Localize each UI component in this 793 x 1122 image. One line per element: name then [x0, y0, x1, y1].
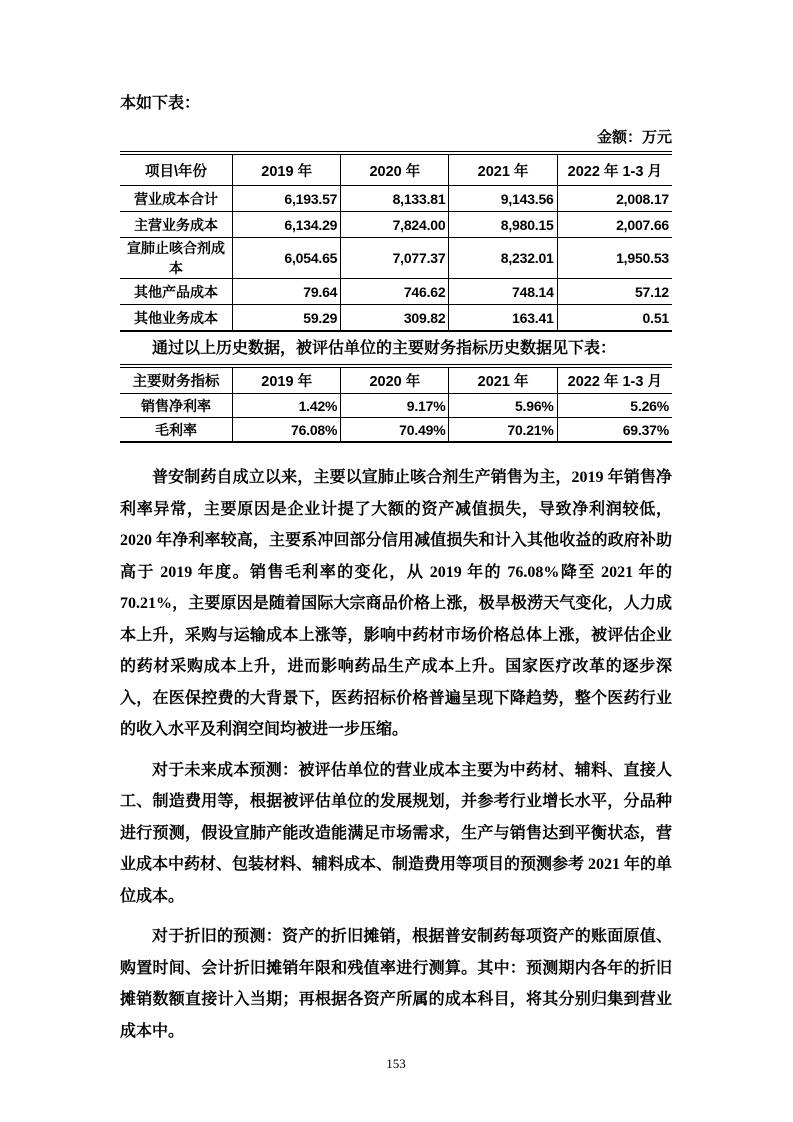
- row-label: 销售净利率: [120, 394, 233, 418]
- cell-value: 59.29: [233, 305, 341, 332]
- table-row: [120, 394, 672, 418]
- cell-value: 7,077.37: [341, 238, 449, 279]
- cell-value: 8,980.15: [449, 212, 557, 238]
- paragraph: 对于未来成本预测：被评估单位的营业成本主要为中药材、辅料、直接人工、制造费用等，根据被评估单位的发展规划，并参考行业增长水平，分品种进行预测，假设宣肺产能改造能满足市场需求，生产与销售达到平衡状态，营业成本中药材、包装材料、辅料成本、制造费用等项目的预测参考 2021 年的单位成本。: [120, 761, 673, 905]
- intro-text: 本如下表：: [120, 95, 201, 112]
- cell-value: 8,133.81: [341, 186, 449, 212]
- row-label: 其他业务成本: [120, 305, 233, 332]
- cell-value: 6,054.65: [233, 238, 341, 279]
- row-label: 主营业务成本: [120, 212, 233, 238]
- table-row: [120, 279, 672, 305]
- table-row: [120, 212, 672, 238]
- indicator-table-header-cell: 主要财务指标: [120, 366, 233, 394]
- cell-value: 8,232.01: [449, 238, 557, 279]
- indicator-table-header-cell: 2020 年: [341, 366, 449, 394]
- cell-value: 5.96%: [449, 394, 557, 418]
- cell-value: 163.41: [449, 305, 557, 332]
- cell-value: 79.64: [233, 279, 341, 305]
- table-row: [120, 238, 672, 279]
- row-label: 其他产品成本: [120, 279, 233, 305]
- indicator-table: [120, 364, 672, 443]
- row-label: 宣肺止咳合剂成本: [120, 238, 233, 279]
- table-row: [120, 418, 672, 443]
- cell-value: 2,008.17: [557, 186, 672, 212]
- amount-unit-note: 金额：万元: [596, 130, 672, 146]
- page-number: 153: [386, 1056, 406, 1071]
- cell-value: 70.49%: [341, 418, 449, 443]
- row-label: 营业成本合计: [120, 186, 233, 212]
- cell-value: 2,007.66: [557, 212, 672, 238]
- indicator-table-header-row: [120, 366, 672, 394]
- cost-table-header-row: [120, 153, 672, 186]
- cost-table-header-cell: 2020 年: [341, 153, 449, 186]
- indicator-table-header-cell: 2022 年 1-3 月: [557, 366, 672, 394]
- cell-value: 746.62: [341, 279, 449, 305]
- paragraph: 对于折旧的预测：资产的折旧摊销，根据普安制药每项资产的账面原值、购置时间、会计折旧摊销年限和残值率进行测算。其中：预测期内各年的折旧摊销数额直接计入当期；再根据各资产所属的成本科目，将其分别归集到营业成本中。: [120, 928, 672, 1040]
- cost-table-header-cell: 2022 年 1-3 月: [557, 153, 672, 186]
- cell-value: 70.21%: [449, 418, 557, 443]
- row-label: 毛利率: [120, 418, 233, 443]
- cell-value: 1.42%: [233, 394, 341, 418]
- body-text: [120, 462, 672, 1047]
- cell-value: 69.37%: [557, 418, 672, 443]
- indicator-intro-text: 通过以上历史数据，被评估单位的主要财务指标历史数据见下表：: [152, 340, 617, 357]
- cell-value: 9.17%: [341, 394, 449, 418]
- cell-value: 5.26%: [557, 394, 672, 418]
- cell-value: 76.08%: [233, 418, 341, 443]
- indicator-table-header-cell: 2021 年: [449, 366, 557, 394]
- cell-value: 1,950.53: [557, 238, 672, 279]
- table-row: [120, 186, 672, 212]
- cell-value: 0.51: [557, 305, 672, 332]
- cost-table-header-cell: 2019 年: [233, 153, 341, 186]
- table-row: [120, 305, 672, 332]
- cell-value: 6,193.57: [233, 186, 341, 212]
- cost-table: [120, 151, 672, 332]
- paragraph: 普安制药自成立以来，主要以宣肺止咳合剂生产销售为主，2019 年销售净利率异常，主要原因是企业计提了大额的资产减值损失，导致净利润较低，2020 年净利率较高，主要系冲回部分信用减值损失和计入其他收益的政府补助高于 2019 年度。销售毛利率的变化，从 2019 年的 76.08%降至 2021 年的 70.21%，主要原因是随着国际大宗商品价格上涨，极旱极涝天气变化，人力成本上升，采购与运输成本上涨等，影响中药材市场价格总体上涨，被评估企业的药材采购成本上升，进而影响药品生产成本上升。国家医疗改革的逐步深入，在医保控费的大背景下，医药招标价格普遍呈现下降趋势，整个医药行业的收入水平及利润空间均被进一步压缩。: [120, 469, 672, 738]
- cell-value: 57.12: [557, 279, 672, 305]
- cell-value: 9,143.56: [449, 186, 557, 212]
- cell-value: 7,824.00: [341, 212, 449, 238]
- cost-table-header-cell: 2021 年: [449, 153, 557, 186]
- cost-table-header-cell: 项目\年份: [120, 153, 233, 186]
- cell-value: 309.82: [341, 305, 449, 332]
- indicator-table-header-cell: 2019 年: [233, 366, 341, 394]
- cell-value: 6,134.29: [233, 212, 341, 238]
- cell-value: 748.14: [449, 279, 557, 305]
